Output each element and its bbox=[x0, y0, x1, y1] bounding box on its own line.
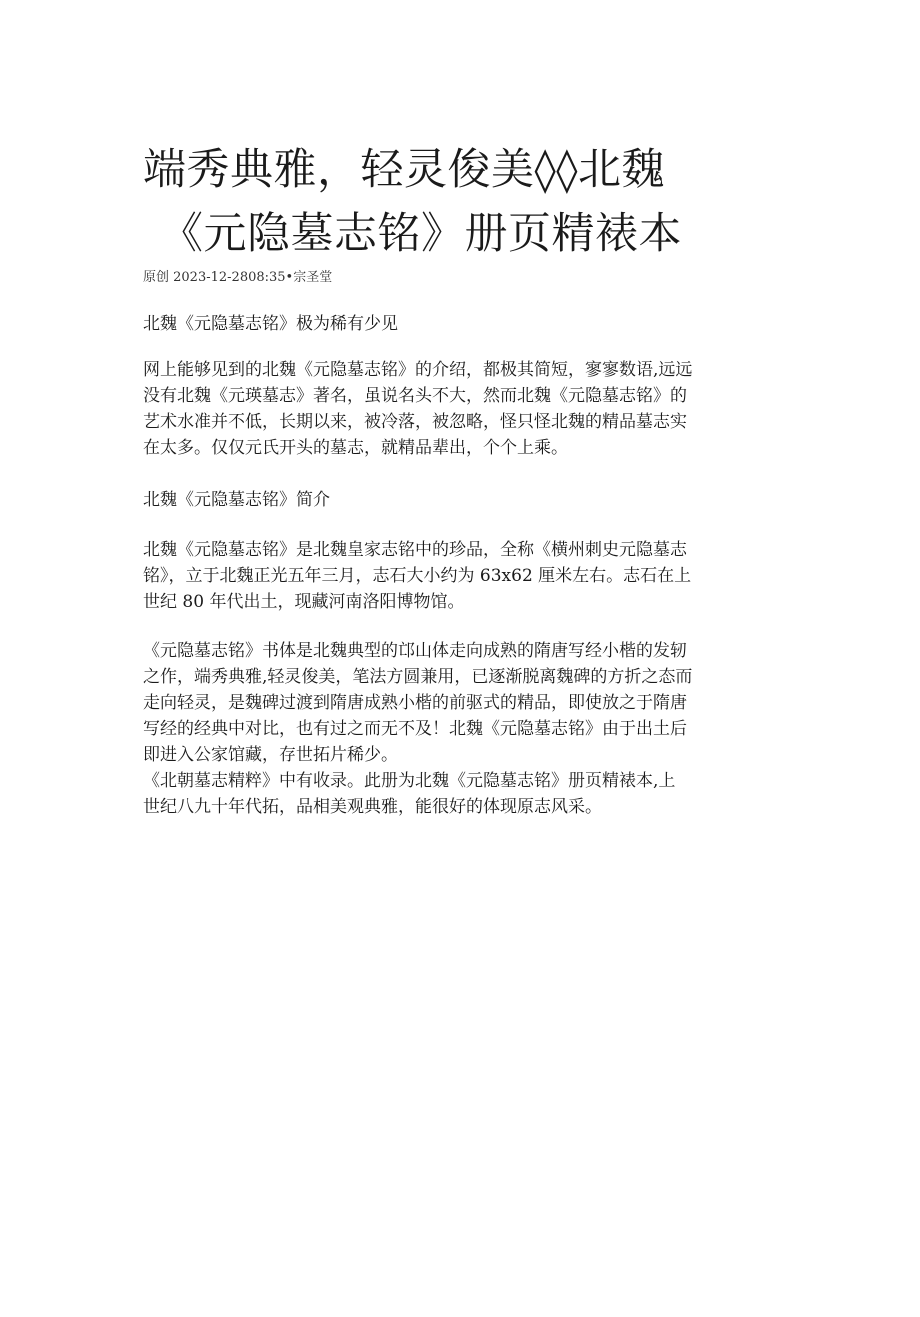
paragraph-line: 没有北魏《元瑛墓志》著名，虽说名头不大，然而北魏《元隐墓志铭》的 bbox=[143, 386, 687, 406]
paragraph-line: 即进入公家馆藏，存世拓片稀少。 bbox=[143, 745, 398, 765]
paragraph-intro bbox=[143, 357, 793, 461]
paragraph-line: 在太多。仅仅元氏开头的墓志，就精品辈出，个个上乘。 bbox=[143, 438, 568, 458]
paragraph-line: 北魏《元隐墓志铭》是北魏皇家志铭中的珍品，全称《横州刺史元隐墓志 bbox=[143, 540, 687, 560]
section-heading-introduction: 北魏《元隐墓志铭》简介 bbox=[143, 490, 330, 510]
paragraph-line: 《元隐墓志铭》书体是北魏典型的邙山体走向成熟的隋唐写经小楷的发轫 bbox=[143, 641, 687, 661]
paragraph-line: 世纪八九十年代拓，品相美观典雅，能很好的体现原志风采。 bbox=[143, 797, 602, 817]
paragraph-line: 世纪 80 年代出土，现藏河南洛阳博物馆。 bbox=[143, 592, 465, 612]
article-meta: 原创 2023-12-2808:35•宗圣堂 bbox=[143, 270, 333, 285]
paragraph-line: 走向轻灵，是魏碑过渡到隋唐成熟小楷的前驱式的精品，即使放之于隋唐 bbox=[143, 693, 687, 713]
paragraph-line: 写经的经典中对比，也有过之而无不及！北魏《元隐墓志铭》由于出土后 bbox=[143, 719, 687, 739]
paragraph-line: 铭》，立于北魏正光五年三月，志石大小约为 63x62 厘米左右。志石在上 bbox=[143, 566, 692, 586]
section-heading-rarity: 北魏《元隐墓志铭》极为稀有少见 bbox=[143, 314, 398, 334]
paragraph-line: 艺术水准并不低，长期以来，被冷落，被忽略，怪只怪北魏的精品墓志实 bbox=[143, 412, 687, 432]
paragraph-calligraphy bbox=[143, 638, 793, 820]
paragraph-line: 之作，端秀典雅,轻灵俊美，笔法方圆兼用，已逐渐脱离魏碑的方折之态而 bbox=[143, 667, 693, 687]
paragraph-line: 网上能够见到的北魏《元隐墓志铭》的介绍，都极其简短，寥寥数语,远远 bbox=[143, 360, 693, 380]
article-title-line-1: 端秀典雅，轻灵俊美◊◊北魏 bbox=[143, 145, 665, 195]
paragraph-line: 《北朝墓志精粹》中有收录。此册为北魏《元隐墓志铭》册页精裱本,上 bbox=[143, 771, 676, 791]
paragraph-overview bbox=[143, 537, 793, 615]
article-title-line-2: 《元隐墓志铭》册页精裱本 bbox=[160, 209, 682, 259]
